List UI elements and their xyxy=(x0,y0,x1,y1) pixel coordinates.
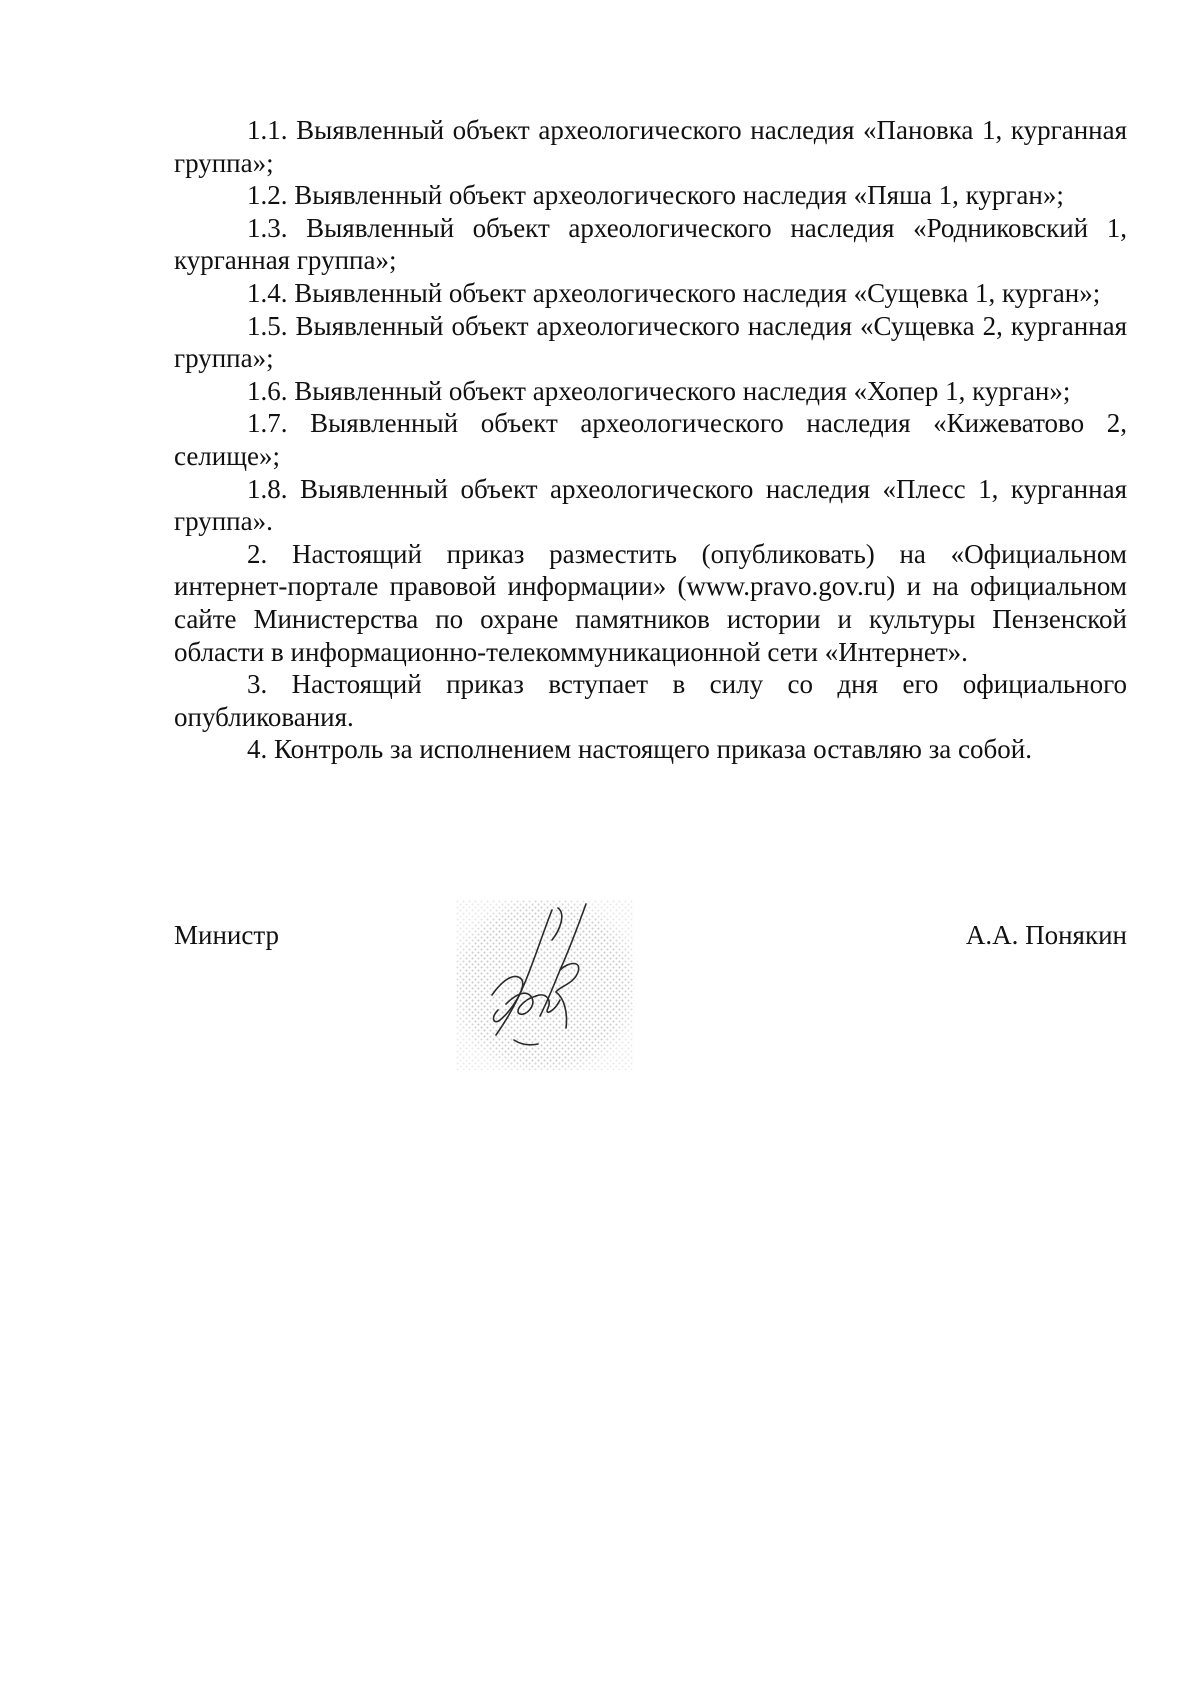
paragraph-1-8: 1.8. Выявленный объект археологического наследия «Плесс 1, курганная группа». xyxy=(174,473,1127,537)
document-body xyxy=(174,114,1127,766)
signatory-title: Министр xyxy=(174,920,279,950)
paragraph-1-5: 1.5. Выявленный объект археологического наследия «Сущевка 2, курганная группа»; xyxy=(174,310,1127,374)
paragraph-2: 2. Настоящий приказ разместить (опубликовать) на «Официальном интернет-портале правовой информации» (www.pravo.gov.ru) и на официальном сайте Министерства по охране памятников истории и культуры Пензенской области в информационно-телекоммуникационной сети «Интернет». xyxy=(174,538,1127,667)
paragraph-1-6: 1.6. Выявленный объект археологического наследия «Хопер 1, курган»; xyxy=(247,375,1071,406)
handwritten-signature xyxy=(456,900,634,1070)
paragraph-3: 3. Настоящий приказ вступает в силу со дня его официального опубликования. xyxy=(174,669,1127,732)
paragraph-4: 4. Контроль за исполнением настоящего приказа оставляю за собой. xyxy=(247,734,1032,765)
paragraph-1-2: 1.2. Выявленный объект археологического наследия «Пяша 1, курган»; xyxy=(247,180,1064,211)
signatory-name: А.А. Понякин xyxy=(965,920,1127,950)
paragraph-1-4: 1.4. Выявленный объект археологического наследия «Сущевка 1, курган»; xyxy=(247,277,1101,308)
paragraph-1-3: 1.3. Выявленный объект археологического наследия «Родниковский 1, курганная группа»; xyxy=(174,212,1127,276)
signature-block xyxy=(174,900,1127,1080)
paragraph-1-7: 1.7. Выявленный объект археологического наследия «Кижеватово 2, селище»; xyxy=(174,408,1127,471)
paragraph-1-1: 1.1. Выявленный объект археологического наследия «Пановка 1, курганная группа»; xyxy=(174,115,1127,178)
